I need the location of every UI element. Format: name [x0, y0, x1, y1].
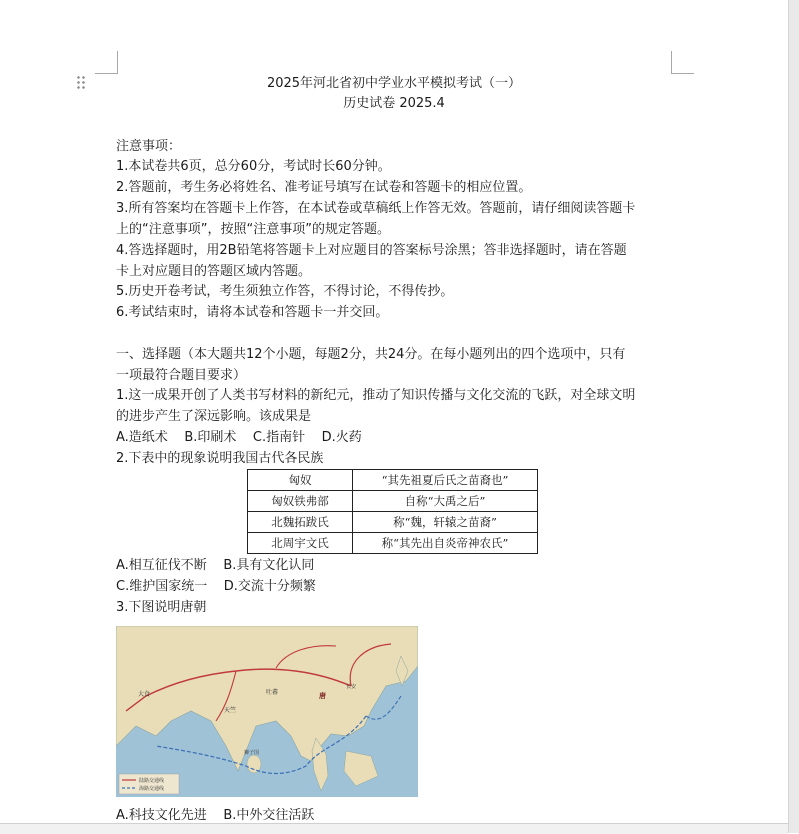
exam-subtitle: 历史试卷 2025.4 [343, 96, 445, 111]
table-cell: 称“魏，轩辕之苗裔” [353, 512, 538, 533]
q1-stem-cont: 的进步产生了深远影响。该成果是 [116, 409, 312, 424]
section-heading-cont: 一项最符合题目要求） [116, 368, 247, 383]
q1-options: A.造纸术 B.印刷术 C.指南针 D.火药 [116, 430, 362, 445]
note-line: 1.本试卷共6页，总分60分，考试时长60分钟。 [116, 159, 391, 174]
q3-options-ab: A.科技文化先进 B.中外交往活跃 [116, 808, 315, 823]
legend-label: 海路交通线 [139, 786, 165, 792]
q2-table [247, 469, 538, 554]
drag-handle-icon[interactable] [76, 75, 86, 89]
map-label: 天竺 [224, 707, 237, 714]
table-cell: 匈奴 [248, 470, 353, 491]
q2-options-cd: C.维护国家统一 D.交流十分频繁 [116, 579, 316, 594]
page-corner-mark-right [671, 51, 694, 74]
table-cell: 匈奴铁弗部 [248, 491, 353, 512]
table-cell: “其先祖夏后氏之苗裔也” [353, 470, 538, 491]
table-cell: 北周宇文氏 [248, 533, 353, 554]
map-label: 大食 [138, 691, 151, 698]
table-row [248, 470, 538, 491]
table-row [248, 512, 538, 533]
table-cell: 称“其先出自炎帝神农氏” [353, 533, 538, 554]
map-label: 唐 [319, 692, 326, 700]
map-label: 长安 [346, 684, 357, 690]
q2-options-ab: A.相互征伐不断 B.具有文化认同 [116, 558, 315, 573]
status-bar [0, 823, 788, 834]
note-line: 5.历史开卷考试，考生须独立作答，不得讨论，不得传抄。 [116, 284, 454, 299]
note-line: 卡上对应题目的答题区域内答题。 [116, 264, 312, 279]
note-line: 2.答题前，考生务必将姓名、准考证号填写在试卷和答题卡的相应位置。 [116, 180, 532, 195]
note-line: 4.答选择题时，用2B铅笔将答题卡上对应题目的答案标号涂黑；答非选择题时，请在答题 [116, 243, 627, 258]
q3-stem: 3.下图说明唐朝 [116, 600, 207, 615]
note-line: 上的“注意事项”，按照“注意事项”的规定答题。 [116, 222, 390, 237]
note-line: 6.考试结束时，请将本试卷和答题卡一并交回。 [116, 305, 389, 320]
table-cell: 北魏拓跋氏 [248, 512, 353, 533]
map-label: 狮子国 [244, 750, 260, 756]
q1-stem: 1.这一成果开创了人类书写材料的新纪元，推动了知识传播与文化交流的飞跃，对全球文明 [116, 388, 636, 403]
map-island [247, 755, 261, 773]
q2-stem: 2.下表中的现象说明我国古代各民族 [116, 451, 324, 466]
table-cell: 自称“大禹之后” [353, 491, 538, 512]
note-line: 3.所有答案均在答题卡上作答，在本试卷或草稿纸上作答无效。答题前，请仔细阅读答题卡 [116, 201, 636, 216]
table-row [248, 533, 538, 554]
tang-trade-routes-map [116, 626, 418, 797]
section-heading: 一、选择题（本大题共12个小题，每题2分，共24分。在每小题列出的四个选项中，只有 [116, 347, 626, 362]
legend-label: 陆路交通线 [139, 778, 165, 784]
table-row [248, 491, 538, 512]
exam-title: 2025年河北省初中学业水平模拟考试（一） [266, 76, 522, 91]
vertical-scrollbar[interactable] [788, 0, 799, 833]
notes-heading: 注意事项： [116, 139, 182, 154]
map-label: 吐蕃 [266, 689, 279, 696]
page-corner-mark-left [95, 51, 118, 74]
